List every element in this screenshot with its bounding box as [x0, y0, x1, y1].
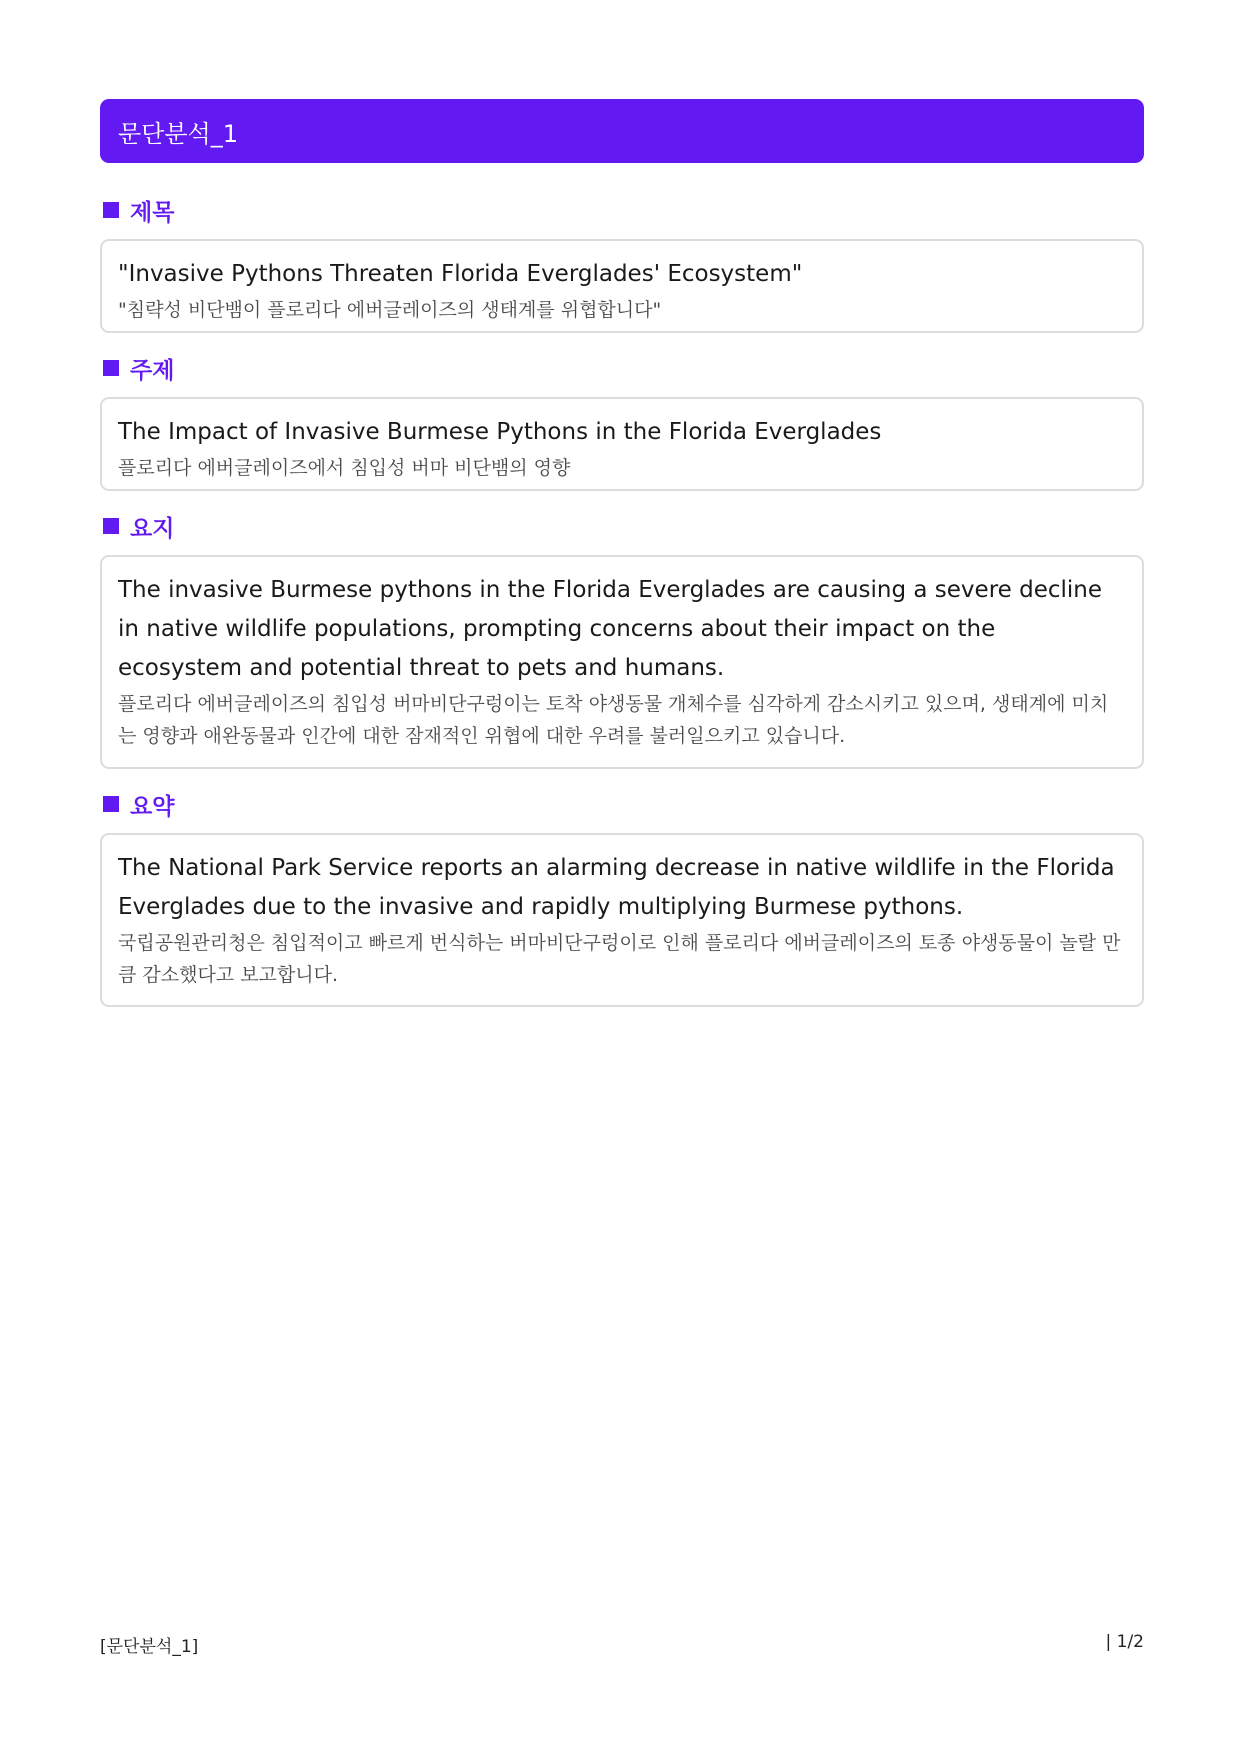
section-heading-label: 제목 [130, 199, 175, 226]
page-title-bar [100, 99, 1144, 163]
gist-korean: 플로리다 에버글레이즈의 침입성 버마비단구렁이는 토착 야생동물 개체수를 심각하게 감소시키고 있으며, 생태계에 미치는 영향과 애완동물과 인간에 대한 잠재적인 위협에 대한 우려를 불러일으키고 있습니다. [118, 693, 1109, 747]
topic-box [100, 397, 1144, 491]
section-heading-label: 요약 [130, 793, 175, 820]
footer-page-number: | 1/2 [1105, 1632, 1144, 1652]
square-bullet-icon [103, 518, 119, 534]
document-page [100, 99, 1144, 1007]
summary-korean: 국립공원관리청은 침입적이고 빠르게 번식하는 버마비단구렁이로 인해 플로리다 에버글레이즈의 토종 야생동물이 놀랄 만큼 감소했다고 보고합니다. [118, 932, 1121, 986]
summary-box [100, 833, 1144, 1007]
gist-english: The invasive Burmese pythons in the Florida Everglades are causing a severe decline in native wildlife populations, prompting concerns about their impact on the ecosystem and potential threat to pets and humans. [118, 577, 1103, 681]
square-bullet-icon [103, 796, 119, 812]
summary-english: The National Park Service reports an alarming decrease in native wildlife in the Florida Everglades due to the invasive and rapidly multiplying Burmese pythons. [118, 855, 1115, 920]
gist-box [100, 555, 1144, 769]
topic-korean: 플로리다 에버글레이즈에서 침입성 버마 비단뱀의 영향 [118, 457, 571, 479]
section-heading-summary [100, 789, 1144, 819]
title-english: "Invasive Pythons Threaten Florida Everglades' Ecosystem" [118, 261, 803, 287]
section-heading-title [100, 195, 1144, 225]
title-box [100, 239, 1144, 333]
footer-document-label: [문단분석_1] [100, 1637, 199, 1657]
square-bullet-icon [103, 202, 119, 218]
page-title: 문단분석_1 [118, 119, 239, 148]
section-heading-label: 주제 [130, 357, 175, 384]
topic-english: The Impact of Invasive Burmese Pythons in the Florida Everglades [118, 419, 882, 445]
section-heading-topic [100, 353, 1144, 383]
title-korean: "침략성 비단뱀이 플로리다 에버글레이즈의 생태계를 위협합니다" [118, 299, 662, 321]
square-bullet-icon [103, 360, 119, 376]
section-heading-gist [100, 511, 1144, 541]
section-heading-label: 요지 [130, 515, 175, 542]
